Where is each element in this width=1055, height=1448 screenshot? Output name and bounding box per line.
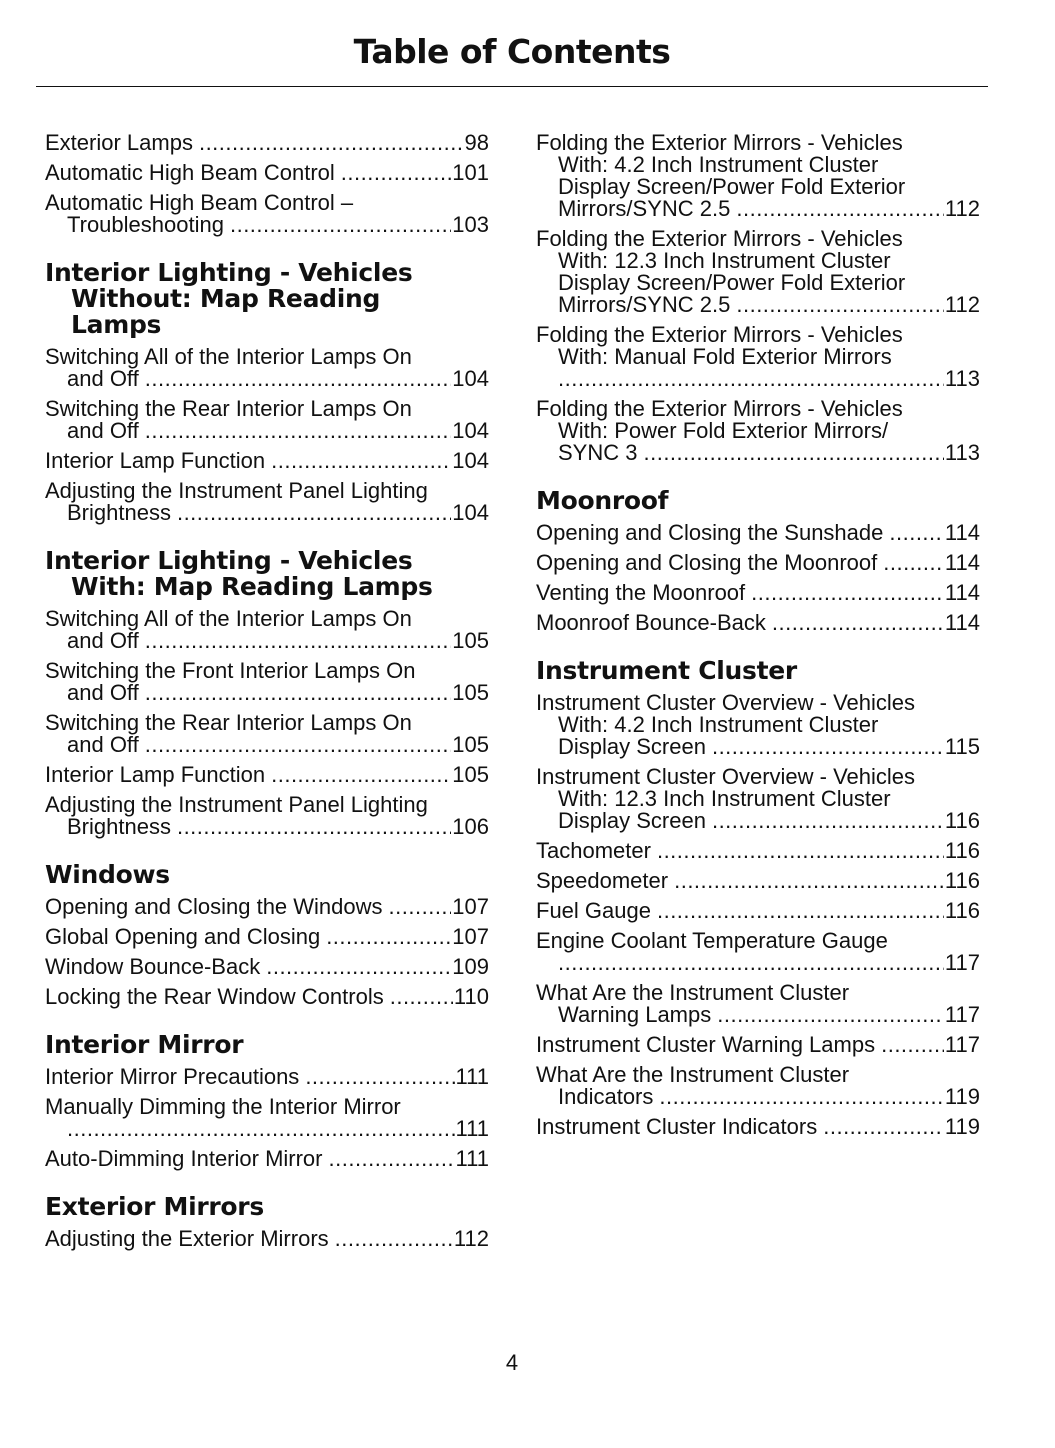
toc-entry-leader-line <box>536 552 980 574</box>
dot-leader <box>717 1004 944 1026</box>
toc-entry-page: 107 <box>452 894 489 919</box>
toc-entry-page: 116 <box>944 808 980 833</box>
dot-leader <box>335 1228 453 1250</box>
toc-entry-page: 101 <box>452 160 489 185</box>
toc-entry-leader-line <box>45 734 489 756</box>
toc-entry-line: Switching All of the Interior Lamps On <box>45 344 412 369</box>
toc-entry-page: 109 <box>452 954 489 979</box>
toc-entry-line: With: 12.3 Inch Instrument Cluster <box>558 786 891 811</box>
toc-entry-title: and Off <box>67 732 139 757</box>
dot-leader <box>736 198 944 220</box>
toc-entry-line: With: 4.2 Inch Instrument Cluster <box>558 152 879 177</box>
toc-entry-leader-line <box>536 582 980 604</box>
toc-entry[interactable] <box>536 552 980 574</box>
section-heading <box>536 658 980 684</box>
dot-leader <box>657 840 944 862</box>
dot-leader <box>883 552 944 574</box>
toc-entry-leader-line <box>45 420 489 442</box>
toc-entry[interactable] <box>536 1034 980 1056</box>
toc-entry-line: Switching the Rear Interior Lamps On <box>45 710 412 735</box>
toc-entry-page: 119 <box>944 1084 980 1109</box>
toc-entry-leader-line <box>45 1228 489 1250</box>
toc-entry-page: 114 <box>944 520 980 545</box>
toc-entry-line: With: Power Fold Exterior Mirrors/ <box>558 418 889 443</box>
toc-entry[interactable] <box>45 162 489 184</box>
toc-entry[interactable] <box>536 398 980 464</box>
toc-entry-line: Switching All of the Interior Lamps On <box>45 606 412 631</box>
toc-entry[interactable] <box>536 522 980 544</box>
toc-entry-line: Instrument Cluster Overview - Vehicles <box>536 764 916 789</box>
toc-entry-line: Adjusting the Instrument Panel Lighting <box>45 478 428 503</box>
toc-entry-leader-line <box>536 1004 980 1026</box>
toc-entry[interactable] <box>536 1064 980 1108</box>
dot-leader <box>266 956 451 978</box>
toc-entry-page: 112 <box>453 1226 489 1251</box>
dot-leader <box>177 816 451 838</box>
toc-entry[interactable] <box>45 986 489 1008</box>
toc-entry-page: 112 <box>944 196 980 221</box>
entry-group <box>536 132 980 464</box>
section-heading <box>45 1194 489 1220</box>
section-heading-line: Interior Mirror <box>45 1030 244 1059</box>
toc-entry-leader-line <box>45 214 489 236</box>
toc-entry-leader-line <box>536 1034 980 1056</box>
toc-entry-leader-line <box>45 682 489 704</box>
dot-leader <box>736 294 944 316</box>
toc-entry-leader-line <box>536 952 980 974</box>
toc-entry-leader-line <box>536 294 980 316</box>
toc-entry-title: and Off <box>67 680 139 705</box>
toc-entry-line: What Are the Instrument Cluster <box>536 1062 850 1087</box>
toc-entry-leader-line <box>536 1116 980 1138</box>
toc-entry-page: 117 <box>944 1032 980 1057</box>
dot-leader <box>881 1034 944 1056</box>
toc-entry-line: With: 12.3 Inch Instrument Cluster <box>558 248 891 273</box>
toc-entry[interactable] <box>45 712 489 756</box>
toc-entry[interactable] <box>45 1228 489 1250</box>
toc-entry-page: 104 <box>452 366 489 391</box>
toc-entry-leader-line <box>536 900 980 922</box>
toc-entry-title: and Off <box>67 418 139 443</box>
toc-entry[interactable] <box>45 132 489 154</box>
toc-entry-leader-line <box>536 736 980 758</box>
toc-entry-title: Venting the Moonroof <box>536 580 746 605</box>
toc-entry-title: Speedometer <box>536 868 669 893</box>
toc-entry-leader-line <box>45 956 489 978</box>
dot-leader <box>145 420 452 442</box>
toc-entry-leader-line <box>536 368 980 390</box>
dot-leader <box>329 1148 455 1170</box>
toc-entry-title: Instrument Cluster Indicators <box>536 1114 818 1139</box>
toc-entry-page: 117 <box>944 950 980 975</box>
toc-column-right <box>536 132 980 1146</box>
toc-entry-line: Automatic High Beam Control – <box>45 190 354 215</box>
toc-entry[interactable] <box>45 398 489 442</box>
toc-entry-title: Auto-Dimming Interior Mirror <box>45 1146 323 1171</box>
toc-entry-leader-line <box>45 450 489 472</box>
entry-group <box>45 1066 489 1170</box>
dot-leader <box>305 1066 454 1088</box>
toc-entry-title: Warning Lamps <box>558 1002 712 1027</box>
toc-entry-page: 104 <box>452 500 489 525</box>
section-heading-line: Without: Map Reading <box>71 284 381 313</box>
toc-entry-leader-line <box>45 1148 489 1170</box>
toc-entry-leader-line <box>536 870 980 892</box>
toc-entry-title: Exterior Lamps <box>45 130 193 155</box>
toc-entry-page: 114 <box>944 610 980 635</box>
entry-group <box>45 1228 489 1250</box>
toc-entry-leader-line <box>45 896 489 918</box>
section-heading-line: With: Map Reading Lamps <box>71 572 433 601</box>
dot-leader <box>712 736 944 758</box>
toc-entry-title: Fuel Gauge <box>536 898 651 923</box>
dot-leader <box>712 810 944 832</box>
entry-group <box>536 692 980 1138</box>
toc-entry-title: Troubleshooting <box>67 212 224 237</box>
toc-entry-page: 111 <box>455 1146 489 1171</box>
toc-entry-line: Switching the Rear Interior Lamps On <box>45 396 412 421</box>
toc-entry-page: 115 <box>944 734 980 759</box>
dot-leader <box>67 1118 455 1140</box>
entry-group <box>45 346 489 524</box>
section-heading <box>45 260 489 338</box>
toc-entry-title: Interior Mirror Precautions <box>45 1064 300 1089</box>
entry-group <box>45 132 489 236</box>
toc-entry[interactable] <box>45 1066 489 1088</box>
toc-entry-leader-line <box>45 368 489 390</box>
toc-entry[interactable] <box>45 896 489 918</box>
toc-entry-line: Folding the Exterior Mirrors - Vehicles <box>536 130 903 155</box>
toc-entry[interactable] <box>45 1148 489 1170</box>
entry-group <box>536 522 980 634</box>
entry-group <box>45 896 489 1008</box>
dot-leader <box>390 986 453 1008</box>
toc-entry-page: 105 <box>452 762 489 787</box>
toc-entry-title: SYNC 3 <box>558 440 638 465</box>
toc-entry-title: Brightness <box>67 814 171 839</box>
toc-entry-page: 111 <box>455 1064 489 1089</box>
toc-entry[interactable] <box>536 766 980 832</box>
toc-entry-title: Display Screen <box>558 808 706 833</box>
entry-group <box>45 608 489 838</box>
toc-entry-line: With: 4.2 Inch Instrument Cluster <box>558 712 879 737</box>
toc-entry-leader-line <box>45 1066 489 1088</box>
toc-entry-line: Folding the Exterior Mirrors - Vehicles <box>536 322 903 347</box>
section-heading-line: Interior Lighting - Vehicles <box>45 546 413 575</box>
toc-entry-title: Moonroof Bounce-Back <box>536 610 766 635</box>
toc-entry-title: Instrument Cluster Warning Lamps <box>536 1032 876 1057</box>
section-heading <box>45 862 489 888</box>
dot-leader <box>145 368 452 390</box>
toc-entry-line: Engine Coolant Temperature Gauge <box>536 928 888 953</box>
toc-entry-leader-line <box>536 442 980 464</box>
toc-entry-page: 98 <box>464 130 489 155</box>
toc-entry-title: Window Bounce-Back <box>45 954 261 979</box>
toc-entry-line: Instrument Cluster Overview - Vehicles <box>536 690 916 715</box>
toc-entry-page: 116 <box>944 898 980 923</box>
toc-entry-title: Mirrors/SYNC 2.5 <box>558 196 731 221</box>
toc-entry[interactable] <box>536 228 980 316</box>
toc-entry-title: Opening and Closing the Moonroof <box>536 550 878 575</box>
dot-leader <box>326 926 451 948</box>
toc-entry-leader-line <box>536 840 980 862</box>
section-heading-line: Exterior Mirrors <box>45 1192 264 1221</box>
toc-entry-line: Adjusting the Instrument Panel Lighting <box>45 792 428 817</box>
toc-entry[interactable] <box>45 660 489 704</box>
toc-entry-leader-line <box>45 162 489 184</box>
toc-entry-title: Mirrors/SYNC 2.5 <box>558 292 731 317</box>
toc-entry[interactable] <box>45 794 489 838</box>
page-title: Table of Contents <box>353 32 671 71</box>
dot-leader <box>659 1086 944 1108</box>
dot-leader <box>341 162 451 184</box>
toc-entry-leader-line <box>45 986 489 1008</box>
toc-entry-leader-line <box>536 522 980 544</box>
toc-entry[interactable] <box>45 956 489 978</box>
toc-entry[interactable] <box>536 930 980 974</box>
toc-entry[interactable] <box>536 982 980 1026</box>
toc-entry-title: Indicators <box>558 1084 654 1109</box>
toc-entry-line: With: Manual Fold Exterior Mirrors <box>558 344 892 369</box>
toc-entry-leader-line <box>45 926 489 948</box>
dot-leader <box>230 214 451 236</box>
toc-entry[interactable] <box>45 926 489 948</box>
page-number: 4 <box>505 1350 519 1375</box>
toc-entry[interactable] <box>536 612 980 634</box>
toc-entry-title: Interior Lamp Function <box>45 448 266 473</box>
toc-entry-leader-line <box>45 502 489 524</box>
toc-entry-line: Display Screen/Power Fold Exterior <box>558 174 906 199</box>
toc-entry-page: 105 <box>452 680 489 705</box>
toc-entry-page: 105 <box>452 732 489 757</box>
section-heading <box>536 488 980 514</box>
dot-leader <box>657 900 944 922</box>
toc-entry-title: Display Screen <box>558 734 706 759</box>
toc-entry-leader-line <box>536 198 980 220</box>
dot-leader <box>199 132 464 154</box>
toc-entry-page: 105 <box>452 628 489 653</box>
toc-entry-page: 113 <box>944 440 980 465</box>
toc-entry-page: 116 <box>944 838 980 863</box>
toc-entry-line: Switching the Front Interior Lamps On <box>45 658 416 683</box>
toc-entry[interactable] <box>45 764 489 786</box>
dot-leader <box>177 502 451 524</box>
dot-leader <box>823 1116 944 1138</box>
dot-leader <box>772 612 944 634</box>
toc-entry-line: Display Screen/Power Fold Exterior <box>558 270 906 295</box>
toc-entry-page: 113 <box>944 366 980 391</box>
toc-entry-title: Global Opening and Closing <box>45 924 321 949</box>
toc-entry-title: Tachometer <box>536 838 651 863</box>
toc-entry-title: Adjusting the Exterior Mirrors <box>45 1226 329 1251</box>
toc-entry-page: 104 <box>452 448 489 473</box>
toc-entry-page: 103 <box>452 212 489 237</box>
section-heading-line: Windows <box>45 860 170 889</box>
dot-leader <box>145 734 452 756</box>
title-rule <box>36 86 988 87</box>
dot-leader <box>271 450 451 472</box>
toc-entry-page: 116 <box>944 868 980 893</box>
section-heading <box>45 1032 489 1058</box>
section-heading-line: Instrument Cluster <box>536 656 797 685</box>
toc-entry[interactable] <box>45 480 489 524</box>
section-heading-line: Moonroof <box>536 486 669 515</box>
toc-entry[interactable] <box>536 1116 980 1138</box>
toc-entry-leader-line <box>45 764 489 786</box>
toc-entry[interactable] <box>45 608 489 652</box>
toc-entry[interactable] <box>45 346 489 390</box>
toc-entry-title: Opening and Closing the Sunshade <box>536 520 884 545</box>
toc-entry-page: 110 <box>453 984 489 1009</box>
toc-entry-page: 112 <box>944 292 980 317</box>
toc-entry-title: Opening and Closing the Windows <box>45 894 383 919</box>
toc-entry-line: Folding the Exterior Mirrors - Vehicles <box>536 226 903 251</box>
dot-leader <box>271 764 451 786</box>
dot-leader <box>674 870 944 892</box>
toc-entry[interactable] <box>536 840 980 862</box>
toc-entry[interactable] <box>45 450 489 472</box>
toc-entry-page: 117 <box>944 1002 980 1027</box>
toc-entry-page: 106 <box>452 814 489 839</box>
toc-entry-leader-line <box>45 816 489 838</box>
toc-entry-leader-line <box>45 132 489 154</box>
toc-column-left <box>45 132 489 1258</box>
toc-entry-line: Folding the Exterior Mirrors - Vehicles <box>536 396 903 421</box>
section-heading <box>45 548 489 600</box>
toc-entry-title: and Off <box>67 366 139 391</box>
dot-leader <box>643 442 943 464</box>
toc-entry[interactable] <box>536 132 980 220</box>
dot-leader <box>389 896 452 918</box>
dot-leader <box>145 682 452 704</box>
toc-entry-page: 114 <box>944 580 980 605</box>
toc-entry[interactable] <box>536 324 980 390</box>
toc-entry-title: Interior Lamp Function <box>45 762 266 787</box>
toc-entry[interactable] <box>536 900 980 922</box>
toc-entry-page: 114 <box>944 550 980 575</box>
toc-entry[interactable] <box>45 192 489 236</box>
toc-entry-leader-line <box>536 810 980 832</box>
section-heading-line: Lamps <box>71 310 162 339</box>
toc-entry-title: Automatic High Beam Control <box>45 160 335 185</box>
toc-entry-title: Locking the Rear Window Controls <box>45 984 384 1009</box>
toc-entry-leader-line <box>45 630 489 652</box>
dot-leader <box>558 952 944 974</box>
section-heading-line: Interior Lighting - Vehicles <box>45 258 413 287</box>
toc-entry-leader-line <box>536 612 980 634</box>
toc-entry[interactable] <box>536 582 980 604</box>
toc-entry[interactable] <box>45 1096 489 1140</box>
toc-entry-page: 119 <box>944 1114 980 1139</box>
dot-leader <box>145 630 452 652</box>
toc-entry-page: 104 <box>452 418 489 443</box>
toc-entry-title: Brightness <box>67 500 171 525</box>
toc-entry-leader-line <box>536 1086 980 1108</box>
toc-entry-title: and Off <box>67 628 139 653</box>
toc-entry-leader-line <box>45 1118 489 1140</box>
toc-entry[interactable] <box>536 692 980 758</box>
toc-entry-page: 107 <box>452 924 489 949</box>
toc-entry[interactable] <box>536 870 980 892</box>
toc-entry-line: Manually Dimming the Interior Mirror <box>45 1094 401 1119</box>
toc-entry-page: 111 <box>455 1116 489 1141</box>
dot-leader <box>751 582 944 604</box>
dot-leader <box>558 368 944 390</box>
toc-entry-line: What Are the Instrument Cluster <box>536 980 850 1005</box>
dot-leader <box>889 522 944 544</box>
